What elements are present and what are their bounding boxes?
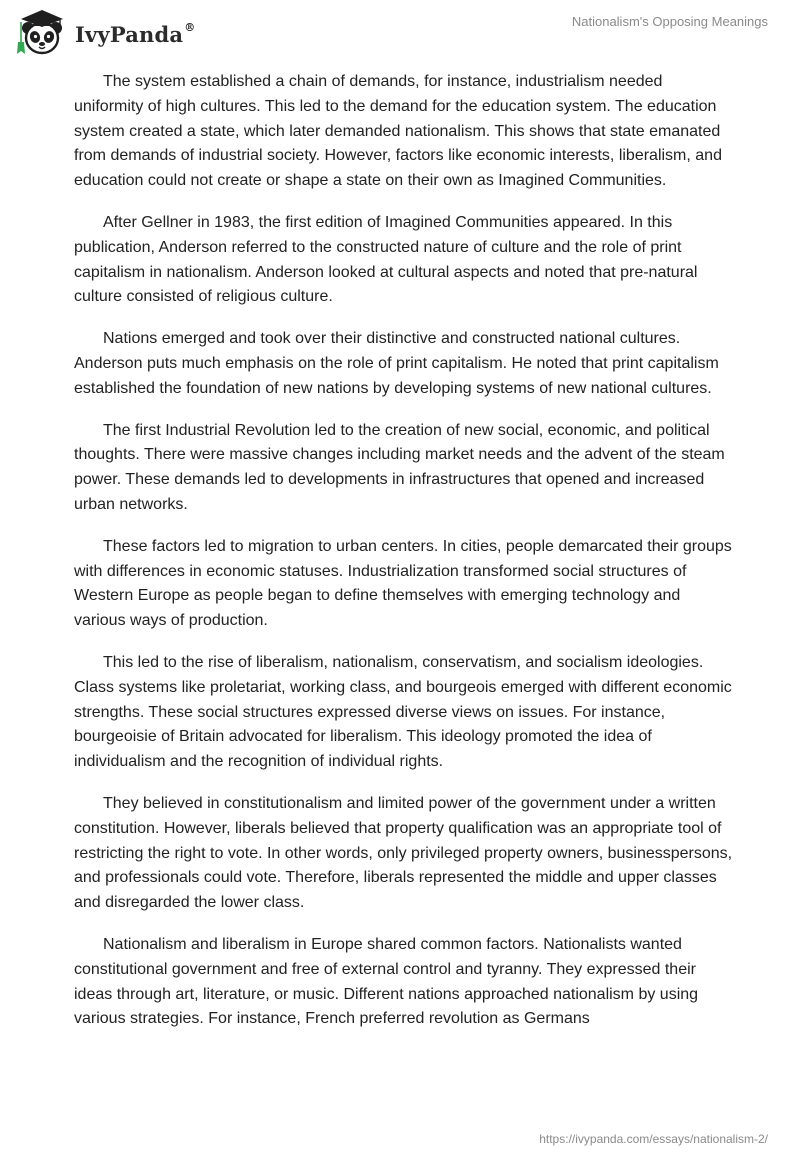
paragraph: These factors led to migration to urban centers. In cities, people demarcated their groups with differences in economic statuses. Industrialization transformed social structures of Western Europe as people began to define themselves with emerging technology and various ways of production.	[74, 537, 732, 630]
paragraph: They believed in constitutionalism and limited power of the government under a written constitution. However, liberals believed that property qualification was an appropriate tool of restricting the right to vote. In other words, only privileged property owners, businesspersons, and professionals could vote. Therefore, liberals represented the middle and upper classes and disregarded the lower class.	[74, 794, 733, 912]
paragraph: The system established a chain of demands, for instance, industrialism needed uniformity of high cultures. This led to the demand for the education system. The education system created a state, which later demanded nationalism. This shows that state emanated from demands of industrial society. However, factors like economic interests, liberalism, and education could not create or shape a state on their own as Imagined Communities.	[74, 73, 722, 190]
document-title: Nationalism's Opposing Meanings	[571, 14, 768, 29]
paragraph: After Gellner in 1983, the first edition of Imagined Communities appeared. In this publication, Anderson referred to the constructed nature of culture and the role of print capitalism in nationalism. Anderson looked at cultural aspects and noted that pre-natural culture consisted of religious culture.	[74, 213, 698, 306]
paragraph: This led to the rise of liberalism, nationalism, conservatism, and socialism ideologies. Class systems like proletariat, working class, and bourgeois emerged with different economic strengths. These social structures expressed diverse views on issues. For instance, bourgeoisie of Britain advocated for liberalism. This ideology promoted the idea of individualism and the recognition of individual rights.	[74, 653, 732, 771]
registered-mark: ®	[184, 20, 196, 34]
page-header	[0, 0, 800, 66]
essay-body	[74, 70, 734, 1049]
paragraph: Nationalism and liberalism in Europe shared common factors. Nationalists wanted constitutional government and free of external control and tyranny. They expressed their ideas through art, literature, or music. Different nations approached nationalism by using various strategies. For instance, French preferred revolution as Germans	[74, 935, 699, 1028]
brand-text: IvyPanda	[75, 21, 184, 47]
panda-graduate-icon	[15, 8, 69, 58]
paragraph: The first Industrial Revolution led to the creation of new social, economic, and political thoughts. There were massive changes including market needs and the advent of the steam power. These demands led to developments in infrastructures that opened and increased urban networks.	[74, 421, 725, 513]
paragraph: Nations emerged and took over their distinctive and constructed national cultures. Anderson puts much emphasis on the role of print capitalism. He noted that print capitalism established the foundation of new nations by developing systems of new national cultures.	[74, 330, 719, 397]
brand-name	[75, 22, 195, 47]
source-url[interactable]: https://ivypanda.com/essays/nationalism-2/	[539, 1132, 768, 1146]
ivypanda-logo[interactable]	[15, 8, 195, 58]
